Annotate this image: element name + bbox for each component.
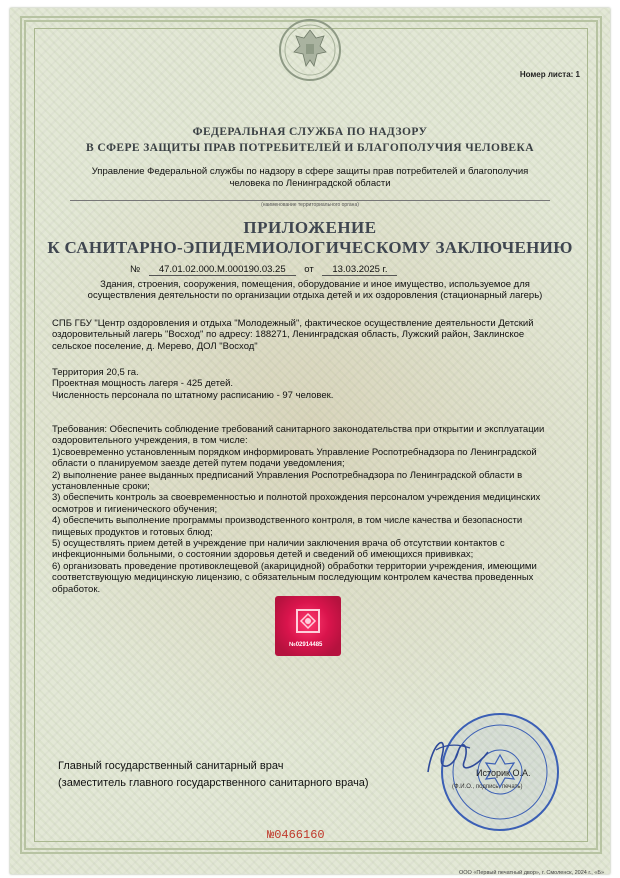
- requirement-line: 5) осуществлять прием детей в учреждение при наличии заключения врача об отсутствии контактов с: [52, 538, 505, 550]
- hologram-number: №02914485: [289, 642, 323, 648]
- date-label: от: [304, 264, 314, 275]
- sheet-number: Номер листа: 1: [519, 70, 580, 79]
- agency-name-line1: ФЕДЕРАЛЬНАЯ СЛУЖБА ПО НАДЗОРУ: [192, 126, 428, 138]
- department-line1: Управление Федеральной службы по надзору в сфере защиты прав потребителей и благополучия: [91, 166, 529, 177]
- requirement-line: 6) организовать проведение противоклещевой (акарицидной) обработки территории учреждения, имеющими: [52, 560, 537, 572]
- title-line1: ПРИЛОЖЕНИЕ: [243, 218, 377, 237]
- requirement-line: Требования: Обеспечить соблюдение требований санитарного законодательства при открытии и эксплуатации: [52, 424, 545, 435]
- department-underline: [70, 200, 550, 201]
- requirement-line: 2) выполнение ранее выданных предписаний Управления Роспотребнадзора по Ленинградской области в: [52, 469, 523, 481]
- requirement-line: 4) обеспечить выполнение программы производственного контроля, в том числе качества и безопасности: [52, 515, 523, 527]
- requirement-line: пищевых продуктов и готовых блюд;: [52, 526, 213, 538]
- signer-name: Историк О.А.: [476, 768, 531, 778]
- requirement-line: инфекционными больными, о состоянии здоровья детей и сведений об имеющихся прививках;: [52, 549, 474, 561]
- printer-imprint: ООО «Первый печатный двор», г. Смоленск, 2024 г., «Б»: [458, 870, 604, 876]
- organization-line: СПБ ГБУ "Центр оздоровления и отдыха "Молодежный", фактическое осуществление деятельности Детский: [52, 318, 534, 329]
- conclusion-number: 47.01.02.000.М.000190.03.25: [149, 264, 296, 276]
- signatory-position-line1: Главный государственный санитарный врач: [58, 760, 284, 772]
- facility-details: [52, 367, 582, 401]
- coat-of-arms-emblem: [270, 16, 350, 84]
- organization-paragraph: [52, 318, 582, 352]
- agency-name-line2: В СФЕРЕ ЗАЩИТЫ ПРАВ ПОТРЕБИТЕЛЕЙ И БЛАГОПОЛУЧИЯ ЧЕЛОВЕКА: [86, 142, 534, 154]
- requirement-line: соответствующую медицинскую лицензию, с обязательным последующим контролем качества проведенных: [52, 572, 534, 584]
- requirement-line: осмотров и гигиенического обучения;: [52, 503, 218, 515]
- signer-caption: (Ф.И.О., подпись, печать): [452, 784, 523, 790]
- department-name: [70, 166, 550, 190]
- organization-line: сельское поселение, д. Мерево, ДОЛ "Восход": [52, 340, 258, 352]
- requirement-line: обработок.: [52, 583, 101, 595]
- capacity-text: Проектная мощность лагеря - 425 детей.: [52, 378, 234, 390]
- department-caption: (наименование территориального органа): [261, 202, 359, 208]
- staff-text: Численность персонала по штатному расписанию - 97 человек.: [52, 389, 334, 401]
- conclusion-date: 13.03.2025 г.: [322, 264, 397, 276]
- number-label: №: [130, 264, 141, 275]
- organization-line: оздоровительный лагерь "Восход" по адресу: 188271, Ленинградская область, Лужский район, Заклинское: [52, 329, 525, 341]
- requirement-line: оздоровительного учреждения, в том числе:: [52, 435, 248, 447]
- requirement-line: установленные сроки;: [52, 481, 150, 493]
- form-serial-number: №0466160: [267, 828, 325, 842]
- subject-paragraph: [70, 279, 560, 302]
- title-line2: К САНИТАРНО-ЭПИДЕМИОЛОГИЧЕСКОМУ ЗАКЛЮЧЕНИЮ: [47, 238, 573, 257]
- department-line2: человека по Ленинградской области: [229, 178, 391, 189]
- requirement-line: области о планируемом заезде детей путем подачи уведомления;: [52, 458, 345, 470]
- subject-line: осуществления деятельности по организации отдыха детей и их оздоровления (стационарный лагерь): [87, 290, 543, 302]
- number-line: [130, 264, 403, 276]
- requirements-section: [52, 424, 582, 595]
- subject-line: Здания, строения, сооружения, помещения, оборудование и иное имущество, используемое для: [100, 279, 530, 290]
- signatory-position-line2: (заместитель главного государственного санитарного врача): [58, 777, 369, 789]
- requirement-line: 1)своевременно установленным порядком информировать Управление Роспотребнадзора по Ленинградской: [52, 446, 537, 458]
- territory-text: Территория 20,5 га.: [52, 367, 139, 378]
- requirement-line: 3) обеспечить контроль за своевременностью и полнотой прохождения персоналом учреждения медицинских: [52, 492, 541, 504]
